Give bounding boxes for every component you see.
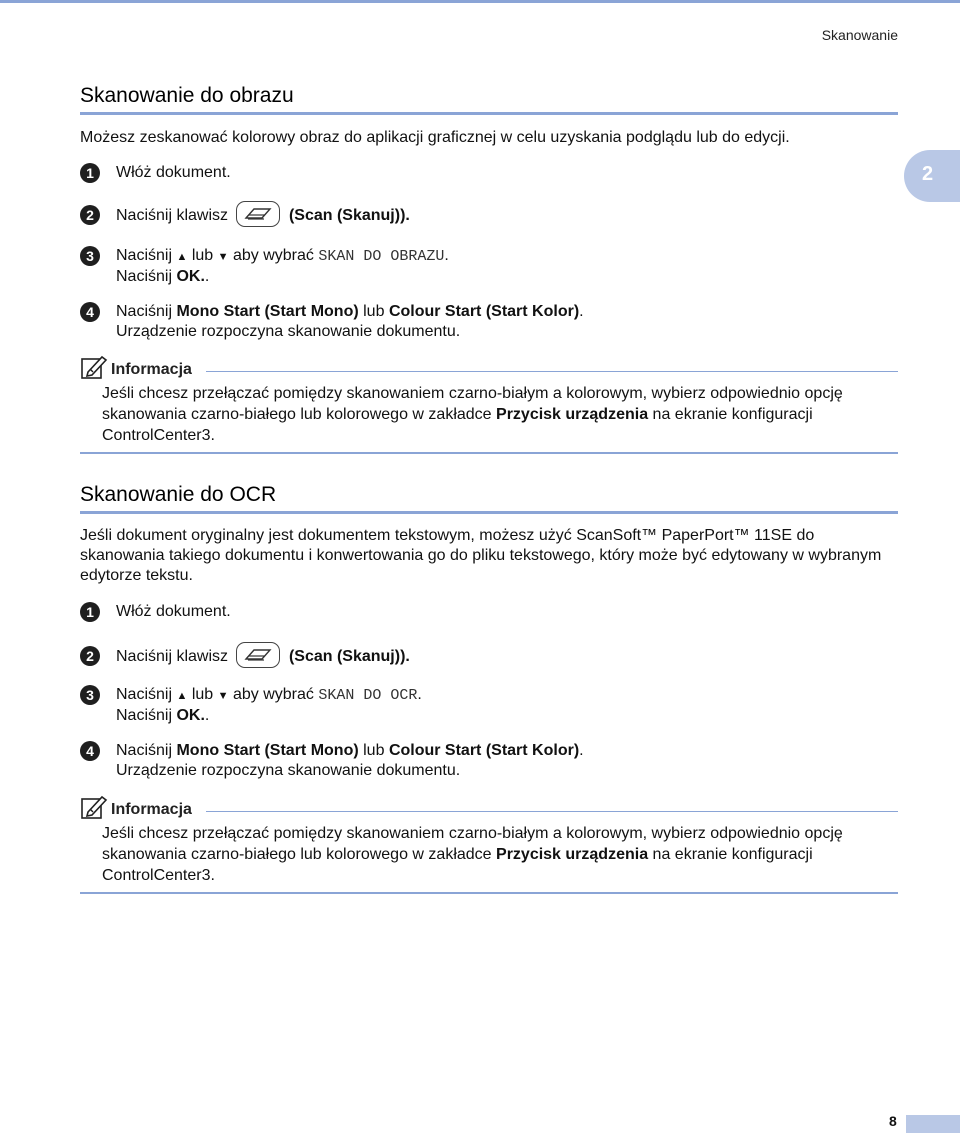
note-bottom-rule	[80, 892, 898, 894]
step-number: 1	[80, 163, 100, 183]
step-text-part: Naciśnij klawisz	[116, 207, 229, 225]
section-rule	[80, 112, 898, 115]
section-title: Skanowanie do obrazu	[80, 84, 294, 107]
scan-key-icon	[236, 642, 280, 668]
step-text-part: lub	[191, 686, 214, 703]
ok-key-label: OK.	[176, 268, 205, 285]
note-body	[102, 383, 902, 446]
colour-start-key-label: Colour Start (Start Kolor)	[388, 303, 580, 320]
note-rule	[206, 811, 898, 812]
step-text-part: aby wybrać	[232, 247, 314, 264]
step-number: 4	[80, 741, 100, 761]
step-text-part: aby wybrać	[232, 686, 314, 703]
step-text	[116, 205, 876, 227]
note-body	[102, 823, 902, 886]
note-emphasis: Przycisk urządzenia	[496, 846, 649, 863]
step-text-part: lub	[363, 742, 385, 759]
step-text-part: (Scan (Skanuj)).	[288, 207, 410, 225]
step-text-part: Urządzenie rozpoczyna skanowanie dokumentu.	[116, 323, 461, 340]
step-text-part: Naciśnij	[116, 742, 173, 759]
step-text-part: .	[204, 268, 210, 285]
mono-start-key-label: Mono Start (Start Mono)	[176, 742, 359, 759]
intro-paragraph: Możesz zeskanować kolorowy obraz do aplikacji graficznej w celu uzyskania podglądu lub do edycji.	[80, 129, 790, 146]
step-text-part: Naciśnij klawisz	[116, 648, 229, 666]
step-text-part: lub	[363, 303, 385, 320]
step-text: Włóż dokument.	[116, 603, 231, 620]
note-text: Jeśli chcesz przełączać pomiędzy skanowaniem czarno-białym a kolorowym, wybierz odpowiednio opcję	[102, 825, 843, 842]
step-text-part: .	[204, 707, 210, 724]
step-number: 1	[80, 602, 100, 622]
step-text-part: .	[417, 686, 422, 703]
section-title: Skanowanie do OCR	[80, 483, 277, 506]
step-text-part: Naciśnij	[116, 268, 173, 285]
step-text-part: Naciśnij	[116, 707, 173, 724]
mono-start-key-label: Mono Start (Start Mono)	[176, 303, 359, 320]
step-text-part: .	[444, 247, 449, 264]
pencil-note-icon	[80, 354, 108, 380]
intro-paragraph: Jeśli dokument oryginalny jest dokumentem tekstowym, możesz użyć ScanSoft™ PaperPort™ 11SE do skanowania takiego dokumentu i konwertowania go do pliku tekstowego, który może być edytowany w wybranym edytorze tekstu.	[80, 527, 882, 584]
note-bottom-rule	[80, 452, 898, 454]
running-header: Skanowanie	[821, 27, 898, 43]
note-text: na ekranie konfiguracji	[652, 406, 813, 423]
step-text-part: Naciśnij	[116, 686, 173, 703]
chapter-tab	[904, 150, 960, 202]
step-text-part: lub	[191, 247, 214, 264]
step-number: 3	[80, 685, 100, 705]
note-text: na ekranie konfiguracji	[652, 846, 813, 863]
step-number: 2	[80, 646, 100, 666]
note-text: ControlCenter3.	[102, 867, 215, 884]
up-triangle-icon: ▲	[176, 251, 188, 263]
note-title: Informacja	[111, 361, 192, 378]
step-number: 2	[80, 205, 100, 225]
step-text	[116, 646, 876, 668]
down-triangle-icon: ▼	[217, 251, 229, 263]
scan-key-icon	[236, 201, 280, 227]
step-text-part: .	[579, 742, 584, 759]
colour-start-key-label: Colour Start (Start Kolor)	[388, 742, 580, 759]
note-text: ControlCenter3.	[102, 427, 215, 444]
pencil-note-icon	[80, 794, 108, 820]
chapter-number: 2	[922, 163, 934, 185]
menu-option: SKAN DO OBRAZU	[318, 248, 445, 265]
step-number: 4	[80, 302, 100, 322]
note-rule	[206, 371, 898, 372]
step-text-part: Urządzenie rozpoczyna skanowanie dokumentu.	[116, 762, 461, 779]
down-triangle-icon: ▼	[217, 690, 229, 702]
page-number-bar	[906, 1115, 960, 1133]
note-text: skanowania czarno-białego lub kolorowego w zakładce	[102, 406, 492, 423]
up-triangle-icon: ▲	[176, 690, 188, 702]
note-emphasis: Przycisk urządzenia	[496, 406, 649, 423]
step-text	[116, 302, 876, 342]
note-text: Jeśli chcesz przełączać pomiędzy skanowaniem czarno-białym a kolorowym, wybierz odpowiednio opcję	[102, 385, 843, 402]
step-text-part: Naciśnij	[116, 303, 173, 320]
page-number: 8	[889, 1113, 897, 1129]
menu-option: SKAN DO OCR	[318, 687, 418, 704]
step-text	[116, 685, 876, 726]
note-text: skanowania czarno-białego lub kolorowego w zakładce	[102, 846, 492, 863]
section-rule	[80, 511, 898, 514]
ok-key-label: OK.	[176, 707, 205, 724]
note-title: Informacja	[111, 801, 192, 818]
top-rule	[0, 0, 960, 3]
step-text-part: Naciśnij	[116, 247, 173, 264]
step-text-part: (Scan (Skanuj)).	[288, 648, 410, 666]
step-text	[116, 246, 876, 287]
step-text-part: .	[579, 303, 584, 320]
step-text: Włóż dokument.	[116, 164, 231, 181]
step-text	[116, 741, 876, 781]
step-number: 3	[80, 246, 100, 266]
